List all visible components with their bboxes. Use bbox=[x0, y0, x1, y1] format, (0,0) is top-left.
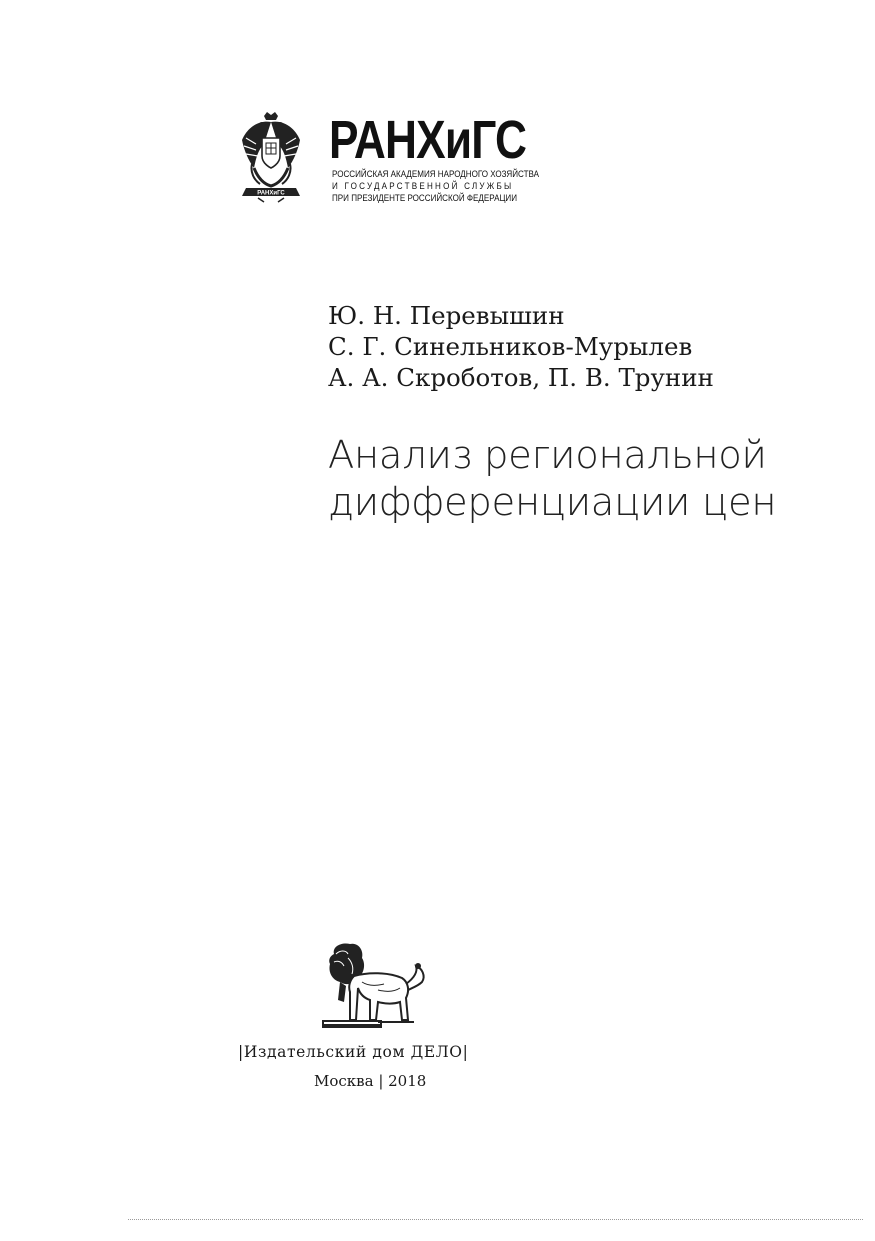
publisher-name: |Издательский дом ДЕЛО| bbox=[238, 1043, 469, 1061]
authors-list bbox=[328, 300, 714, 393]
lion-logo-icon bbox=[318, 942, 434, 1032]
author-line: С. Г. Синельников-Мурылев bbox=[328, 332, 693, 361]
book-title-line: дифференциации цен bbox=[328, 480, 777, 525]
brand-subtitle-line: ПРИ ПРЕЗИДЕНТЕ РОССИЙСКОЙ ФЕДЕРАЦИИ bbox=[332, 192, 518, 203]
brand-title: РАНХиГС bbox=[329, 110, 527, 170]
brand-subtitle-line: И ГОСУДАРСТВЕННОЙ СЛУЖБЫ bbox=[332, 180, 514, 191]
publisher-city-year: Москва | 2018 bbox=[314, 1072, 427, 1090]
double-headed-eagle-emblem-icon bbox=[238, 110, 304, 204]
bottom-dotted-rule bbox=[128, 1219, 863, 1220]
book-title-line: Анализ региональной bbox=[328, 433, 767, 478]
brand-subtitle bbox=[332, 168, 540, 204]
brand-subtitle-line: РОССИЙСКАЯ АКАДЕМИЯ НАРОДНОГО ХОЗЯЙСТВА bbox=[332, 168, 540, 179]
book-title bbox=[328, 432, 776, 526]
author-line: А. А. Скроботов, П. В. Трунин bbox=[328, 363, 714, 392]
emblem-ribbon-text: РАНХиГС bbox=[257, 190, 285, 197]
author-line: Ю. Н. Перевышин bbox=[328, 301, 565, 330]
